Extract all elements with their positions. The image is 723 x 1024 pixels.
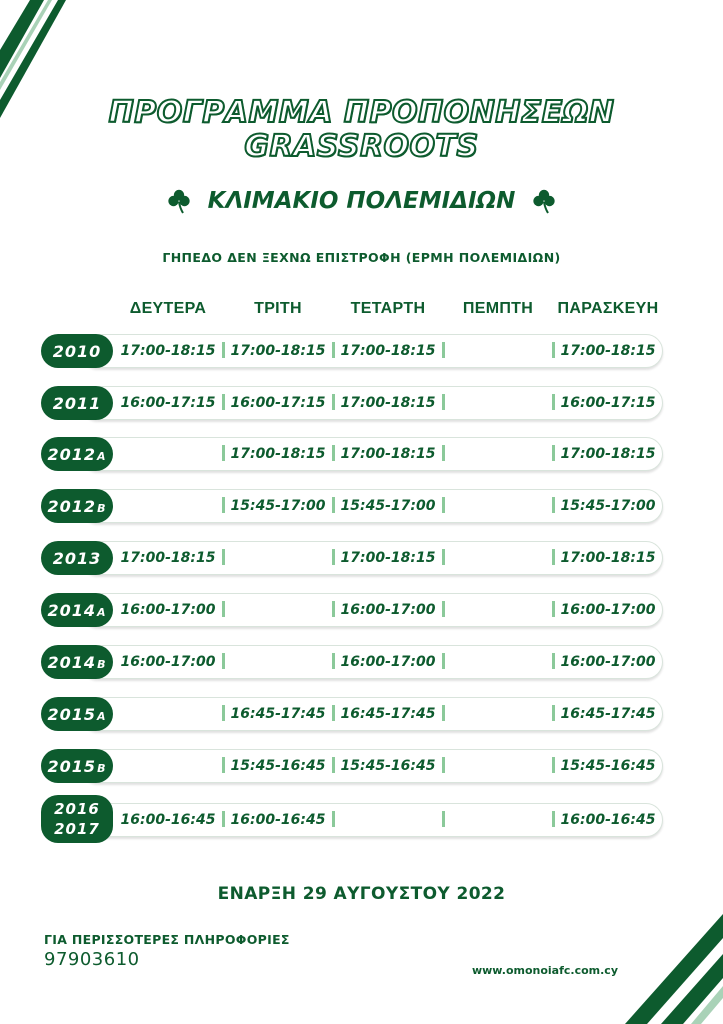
time-slot-wed: 15:45-17:00 [340, 498, 436, 514]
schedule-row [41, 541, 663, 575]
time-slot-tue: 16:00-17:15 [230, 395, 326, 411]
title-line-2: GRASSROOTS [244, 129, 479, 164]
time-slot-wed: 17:00-18:15 [340, 550, 436, 566]
age-group-suffix: A [97, 450, 107, 463]
age-group-year: 2012 [47, 496, 97, 516]
time-slot-mon: 17:00-18:15 [120, 343, 216, 359]
schedule-row [41, 437, 663, 471]
time-slot-mon [113, 489, 223, 523]
time-slot-thu [443, 593, 553, 627]
age-group-year: 2015 [47, 756, 97, 776]
day-header-friday: ΠΑΡΑΣΚΕΥΗ [557, 300, 659, 317]
time-slot-mon: 17:00-18:15 [120, 550, 216, 566]
time-slot-mon [113, 749, 223, 783]
schedule-row [41, 697, 663, 731]
clover-icon [166, 188, 192, 214]
schedule-row [41, 386, 663, 420]
time-slot-tue: 15:45-16:45 [230, 758, 326, 774]
time-slot-wed: 16:00-17:00 [340, 654, 436, 670]
age-group-suffix: B [97, 762, 107, 775]
time-slot-wed: 16:45-17:45 [340, 706, 436, 722]
time-slot-thu [443, 489, 553, 523]
schedule-row [41, 489, 663, 523]
time-slot-thu [443, 437, 553, 471]
time-slot-tue: 16:00-16:45 [230, 812, 326, 828]
title-line-1: ΠΡΟΓΡΑΜΜΑ ΠΡΟΠΟΝΗΣΕΩΝ [108, 95, 615, 130]
age-group-badge [41, 541, 113, 575]
clover-icon [531, 188, 557, 214]
time-slot-fri: 15:45-16:45 [560, 758, 656, 774]
time-slot-fri: 15:45-17:00 [560, 498, 656, 514]
time-slot-thu [443, 803, 553, 837]
website-link[interactable]: www.omonoiafc.com.cy [471, 964, 618, 977]
schedule-row [41, 645, 663, 679]
subtitle-row [0, 188, 723, 214]
time-slot-fri: 16:00-17:15 [560, 395, 656, 411]
day-header-monday: ΔΕΥΤΕΡΑ [129, 300, 207, 317]
time-slot-tue [223, 645, 333, 679]
time-slot-fri: 16:00-16:45 [560, 812, 656, 828]
age-group-year: 2016 [54, 800, 100, 818]
time-slot-thu [443, 334, 553, 368]
page-title [0, 96, 723, 164]
time-slot-thu [443, 697, 553, 731]
time-slot-mon: 16:00-17:00 [120, 602, 216, 618]
age-group-year: 2015 [47, 704, 96, 724]
age-group-year: 2014 [47, 600, 96, 620]
age-group-suffix: A [97, 710, 107, 723]
age-group-suffix: A [97, 606, 107, 619]
time-slot-fri: 16:45-17:45 [560, 706, 656, 722]
time-slot-tue: 17:00-18:15 [230, 343, 326, 359]
time-slot-fri: 17:00-18:15 [560, 446, 656, 462]
start-date: ΕΝΑΡΞΗ 29 ΑΥΓΟΥΣΤΟΥ 2022 [217, 884, 506, 904]
age-group-suffix: B [97, 658, 107, 671]
schedule-row [41, 334, 663, 368]
phone-number[interactable]: 97903610 [44, 949, 140, 970]
time-slot-tue: 16:45-17:45 [230, 706, 326, 722]
age-group-year: 2011 [52, 393, 102, 413]
time-slot-tue: 15:45-17:00 [230, 498, 326, 514]
day-header-wednesday: ΤΕΤΑΡΤΗ [350, 300, 426, 317]
age-group-badge [41, 593, 113, 627]
time-slot-wed [333, 803, 443, 837]
age-group-year: 2014 [47, 652, 97, 672]
time-slot-mon [113, 697, 223, 731]
time-slot-fri: 17:00-18:15 [560, 343, 656, 359]
time-slot-mon: 16:00-17:00 [120, 654, 216, 670]
time-slot-wed: 17:00-18:15 [340, 446, 436, 462]
age-group-year-2: 2017 [54, 820, 100, 838]
time-slot-wed: 17:00-18:15 [340, 395, 436, 411]
age-group-badge [41, 795, 113, 843]
age-group-badge [41, 749, 113, 783]
time-slot-wed: 15:45-16:45 [340, 758, 436, 774]
age-group-year: 2013 [52, 548, 102, 568]
age-group-badge [41, 489, 113, 523]
time-slot-fri: 16:00-17:00 [560, 602, 656, 618]
time-slot-tue [223, 541, 333, 575]
day-header-thursday: ΠΕΜΠΤΗ [462, 300, 534, 317]
time-slot-wed: 17:00-18:15 [340, 343, 436, 359]
venue-text: ΓΗΠΕΔΟ ΔΕΝ ΞΕΧΝΩ ΕΠΙΣΤΡΟΦΗ (ΕΡΜΗ ΠΟΛΕΜΙΔΙΩΝ) [162, 250, 561, 265]
time-slot-wed: 16:00-17:00 [340, 602, 436, 618]
schedule-row [41, 797, 663, 843]
info-label: ΓΙΑ ΠΕΡΙΣΣΟΤΕΡΕΣ ΠΛΗΡΟΦΟΡΙΕΣ [44, 932, 290, 947]
age-group-badge [41, 697, 113, 731]
schedule-row [41, 593, 663, 627]
time-slot-tue [223, 593, 333, 627]
time-slot-thu [443, 645, 553, 679]
time-slot-fri: 17:00-18:15 [560, 550, 656, 566]
age-group-badge [41, 334, 113, 368]
time-slot-mon: 16:00-17:15 [120, 395, 216, 411]
time-slot-tue: 17:00-18:15 [230, 446, 326, 462]
time-slot-fri: 16:00-17:00 [560, 654, 656, 670]
age-group-suffix: B [97, 502, 107, 515]
age-group-badge [41, 437, 113, 471]
time-slot-mon [113, 437, 223, 471]
age-group-badge [41, 645, 113, 679]
time-slot-mon: 16:00-16:45 [120, 812, 216, 828]
location-subtitle: ΚΛΙΜΑΚΙΟ ΠΟΛΕΜΙΔΙΩΝ [207, 188, 516, 214]
age-group-year: 2010 [52, 341, 102, 361]
schedule-row [41, 749, 663, 783]
time-slot-thu [443, 386, 553, 420]
time-slot-thu [443, 541, 553, 575]
day-header-tuesday: ΤΡΙΤΗ [254, 300, 302, 317]
age-group-badge [41, 386, 113, 420]
time-slot-thu [443, 749, 553, 783]
age-group-year: 2012 [47, 444, 96, 464]
